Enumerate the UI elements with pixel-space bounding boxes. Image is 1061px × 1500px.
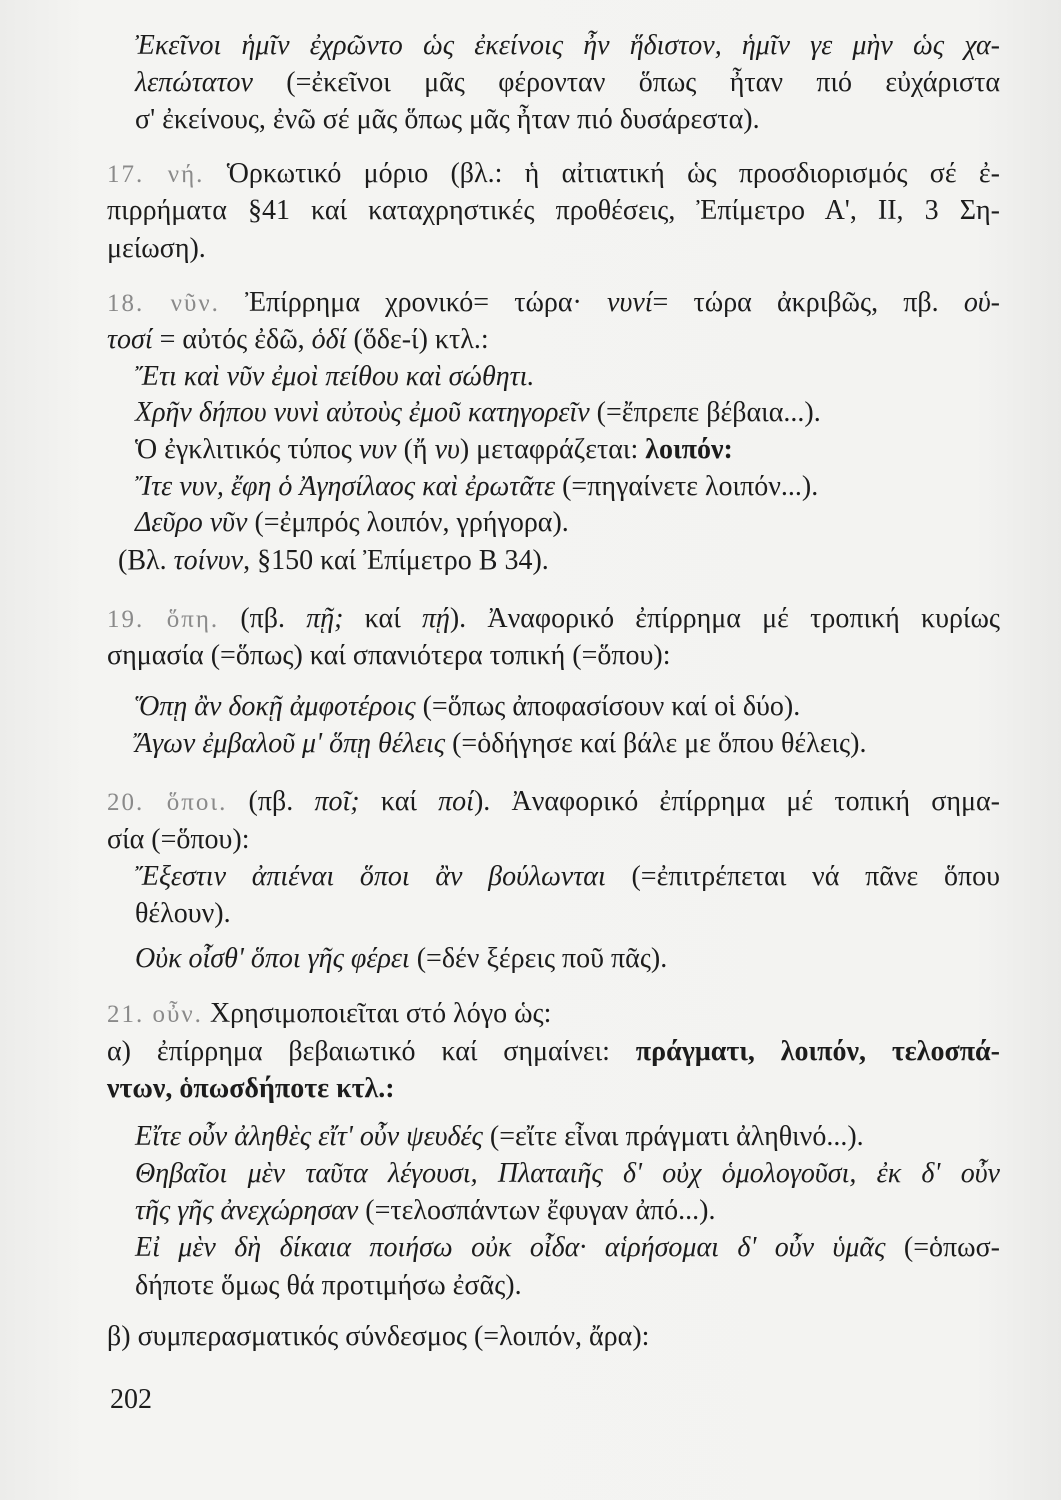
body-text: δήποτε ὅμως θά προτιμήσω ἐσᾶς). <box>135 1270 522 1301</box>
text-line <box>107 285 1000 321</box>
greek-quote-text: Θηβαῖοι μὲν ταῦτα λέγουσι, Πλαταιῆς δ' οὐχ ὁμολογοῦσι, ἐκ δ' οὖν <box>135 1158 1000 1189</box>
greek-quote-text: ὁδί <box>311 324 347 355</box>
bold-gloss-text: πράγματι, λοιπόν, τελοσπά- <box>635 1036 1000 1067</box>
body-text: (=τελοσπάντων ἔφυγαν ἀπό...). <box>358 1195 716 1226</box>
body-text: (=ὁπωσ- <box>885 1232 1000 1263</box>
text-line <box>135 1119 864 1155</box>
text-line <box>107 996 551 1033</box>
greek-quote-text: Οὐκ οἶσθ' ὅποι γῆς φέρει <box>135 943 410 974</box>
page-number: 202 <box>110 1384 152 1415</box>
text-line <box>107 322 489 358</box>
body-text: (Βλ. <box>118 545 174 576</box>
body-text: καί <box>359 786 439 817</box>
body-text: (=ἐμπρός λοιπόν, γρήγορα). <box>247 507 569 538</box>
body-text: (=ὅπως ἀποφασίσουν καί οἱ δύο). <box>415 691 801 722</box>
entry-heading: 18. νῦν. <box>107 290 220 317</box>
text-line <box>107 1034 1000 1070</box>
greek-quote-text: Ἴτε νυν, ἔφη ὁ Ἀγησίλαος καὶ ἐρωτᾶτε <box>135 471 556 502</box>
body-text: Ὁ ἐγκλιτικός τύπος <box>135 434 359 465</box>
body-text: (ἤ <box>396 434 435 465</box>
body-text: ). Ἀναφορικό ἐπίρρημα μέ τροπική κυρίως <box>449 603 1000 634</box>
greek-quote-text: οὑ- <box>963 287 1000 318</box>
text-line <box>135 102 760 138</box>
body-text: (=δέν ξέρεις ποῦ πᾶς). <box>409 943 668 974</box>
text-line <box>107 193 1000 229</box>
greek-quote-text: νυνί <box>607 287 653 318</box>
body-text: ) μεταφράζεται: <box>459 434 646 465</box>
bold-gloss-text: ντων, ὁπωσδήποτε κτλ.: <box>107 1073 395 1104</box>
bold-gloss-text: λοιπόν: <box>645 434 733 465</box>
entry-heading: 17. νή. <box>107 161 205 188</box>
body-text: = αὐτός ἐδῶ, <box>152 324 312 355</box>
greek-quote-text: Χρῆν δήπου νυνὶ αὐτοὺς ἐμοῦ κατηγορεῖν <box>135 397 590 428</box>
text-line <box>107 822 250 858</box>
text-line <box>107 638 671 674</box>
body-text: Χρησιμοποιεῖται στό λόγο ὡς: <box>202 998 552 1029</box>
greek-quote-text: Εἰ μὲν δὴ δίκαια ποιήσω οὐκ οἶδα· αἱρήσομαι δ' οὖν ὑμᾶς <box>135 1232 886 1263</box>
body-text: (=πηγαίνετε λοιπόν...). <box>555 471 819 502</box>
text-line <box>135 359 534 395</box>
body-text: (πβ. <box>219 603 307 634</box>
text-line <box>135 1268 522 1304</box>
text-line <box>107 231 206 267</box>
body-text: πιρρήματα §41 καί καταχρηστικές προθέσεις, Ἐπίμετρο Α', ΙΙ, 3 Ση- <box>107 195 1000 226</box>
body-text: Ἐπίρρημα χρονικό= τώρα· <box>219 287 608 318</box>
body-text: α) ἐπίρρημα βεβαιωτικό καί σημαίνει: <box>107 1036 636 1067</box>
greek-quote-text: Ὅπῃ ἂν δοκῇ ἀμφοτέροις <box>135 691 416 722</box>
body-text: (ὅδε-ί) κτλ.: <box>346 324 489 355</box>
text-line <box>135 65 1000 101</box>
text-line <box>135 505 569 541</box>
greek-quote-text: ποί <box>438 786 474 817</box>
greek-quote-text: νυ <box>434 434 460 465</box>
body-text: (πβ. <box>227 786 315 817</box>
body-text: σ' ἐκείνους, ἐνῶ σέ μᾶς ὅπως μᾶς ἦταν πιό δυσάρεστα). <box>135 104 760 135</box>
text-line <box>118 543 549 579</box>
text-line <box>107 784 1000 820</box>
text-line <box>107 1071 395 1107</box>
body-text: , §150 καί Ἐπίμετρο Β 34). <box>243 545 549 576</box>
body-text: μείωση). <box>107 233 206 264</box>
body-text: = τώρα ἀκριβῶς, πβ. <box>652 287 964 318</box>
body-text: (=ἐπιτρέπεται νά πᾶνε ὅπου <box>605 861 1000 892</box>
text-line <box>135 896 231 932</box>
text-line <box>135 469 818 505</box>
text-line <box>135 432 733 468</box>
greek-quote-text: Ἄγων ἐμβαλοῦ μ' ὅπῃ θέλεις <box>135 728 446 759</box>
body-text: σία (=ὅπου): <box>107 824 250 855</box>
greek-quote-text: ποῖ; <box>314 786 360 817</box>
greek-quote-text: τοσί <box>107 324 153 355</box>
body-text: (=ἔπρεπε βέβαια...). <box>589 397 821 428</box>
body-text: ). Ἀναφορικό ἐπίρρημα μέ τοπική σημα- <box>473 786 1000 817</box>
greek-quote-text: τῆς γῆς ἀνεχώρησαν <box>135 1195 359 1226</box>
text-line <box>135 1193 715 1229</box>
entry-heading: 20. ὅποι. <box>107 789 228 816</box>
text-line <box>107 156 1000 192</box>
text-line <box>135 689 800 725</box>
text-line <box>107 601 1000 637</box>
body-text: (=εἴτε εἶναι πράγματι ἀληθινό...). <box>482 1121 864 1152</box>
text-line <box>135 859 1000 895</box>
greek-quote-text: λεπώτατον <box>135 67 253 98</box>
text-line <box>135 28 1000 64</box>
greek-quote-text: πῄ <box>421 603 450 634</box>
body-text: θέλουν). <box>135 898 231 929</box>
text-line <box>135 1230 1000 1266</box>
body-text: Ὁρκωτικό μόριο (βλ.: ἡ αἰτιατική ὡς προσδιορισμός σέ ἐ- <box>204 158 1000 189</box>
entry-heading: 21. οὖν. <box>107 1001 203 1028</box>
greek-quote-text: Εἴτε οὖν ἀληθὲς εἴτ' οὖν ψευδές <box>135 1121 483 1152</box>
greek-quote-text: Ἐκεῖνοι ἡμῖν ἐχρῶντο ὡς ἐκείνοις ἦν ἥδιστον, ἡμῖν γε μὴν ὡς χα- <box>135 30 1000 61</box>
text-line <box>135 941 667 977</box>
body-text: καί <box>343 603 422 634</box>
body-text: σημασία (=ὅπως) καί σπανιότερα τοπική (=ὅπου): <box>107 640 671 671</box>
text-line <box>107 1319 649 1355</box>
text-line <box>135 1156 1000 1192</box>
greek-quote-text: Δεῦρο νῦν <box>135 507 248 538</box>
greek-quote-text: νυν <box>358 434 397 465</box>
body-text: (=ἐκεῖνοι μᾶς φέρονταν ὅπως ἦταν πιό εὐχάριστα <box>252 67 1000 98</box>
greek-quote-text: πῇ; <box>306 603 344 634</box>
text-line <box>135 395 821 431</box>
body-text: (=ὁδήγησε καί βάλε με ὅπου θέλεις). <box>445 728 867 759</box>
body-text: β) συμπερασματικός σύνδεσμος (=λοιπόν, ἄρα): <box>107 1321 650 1352</box>
greek-quote-text: Ἔτι καὶ νῦν ἐμοὶ πείθου καὶ σώθητι. <box>135 361 535 392</box>
greek-quote-text: τοίνυν <box>173 545 244 576</box>
greek-quote-text: Ἔξεστιν ἀπιέναι ὅποι ἂν βούλωνται <box>135 861 606 892</box>
text-line <box>135 726 866 762</box>
entry-heading: 19. ὅπη. <box>107 606 220 633</box>
